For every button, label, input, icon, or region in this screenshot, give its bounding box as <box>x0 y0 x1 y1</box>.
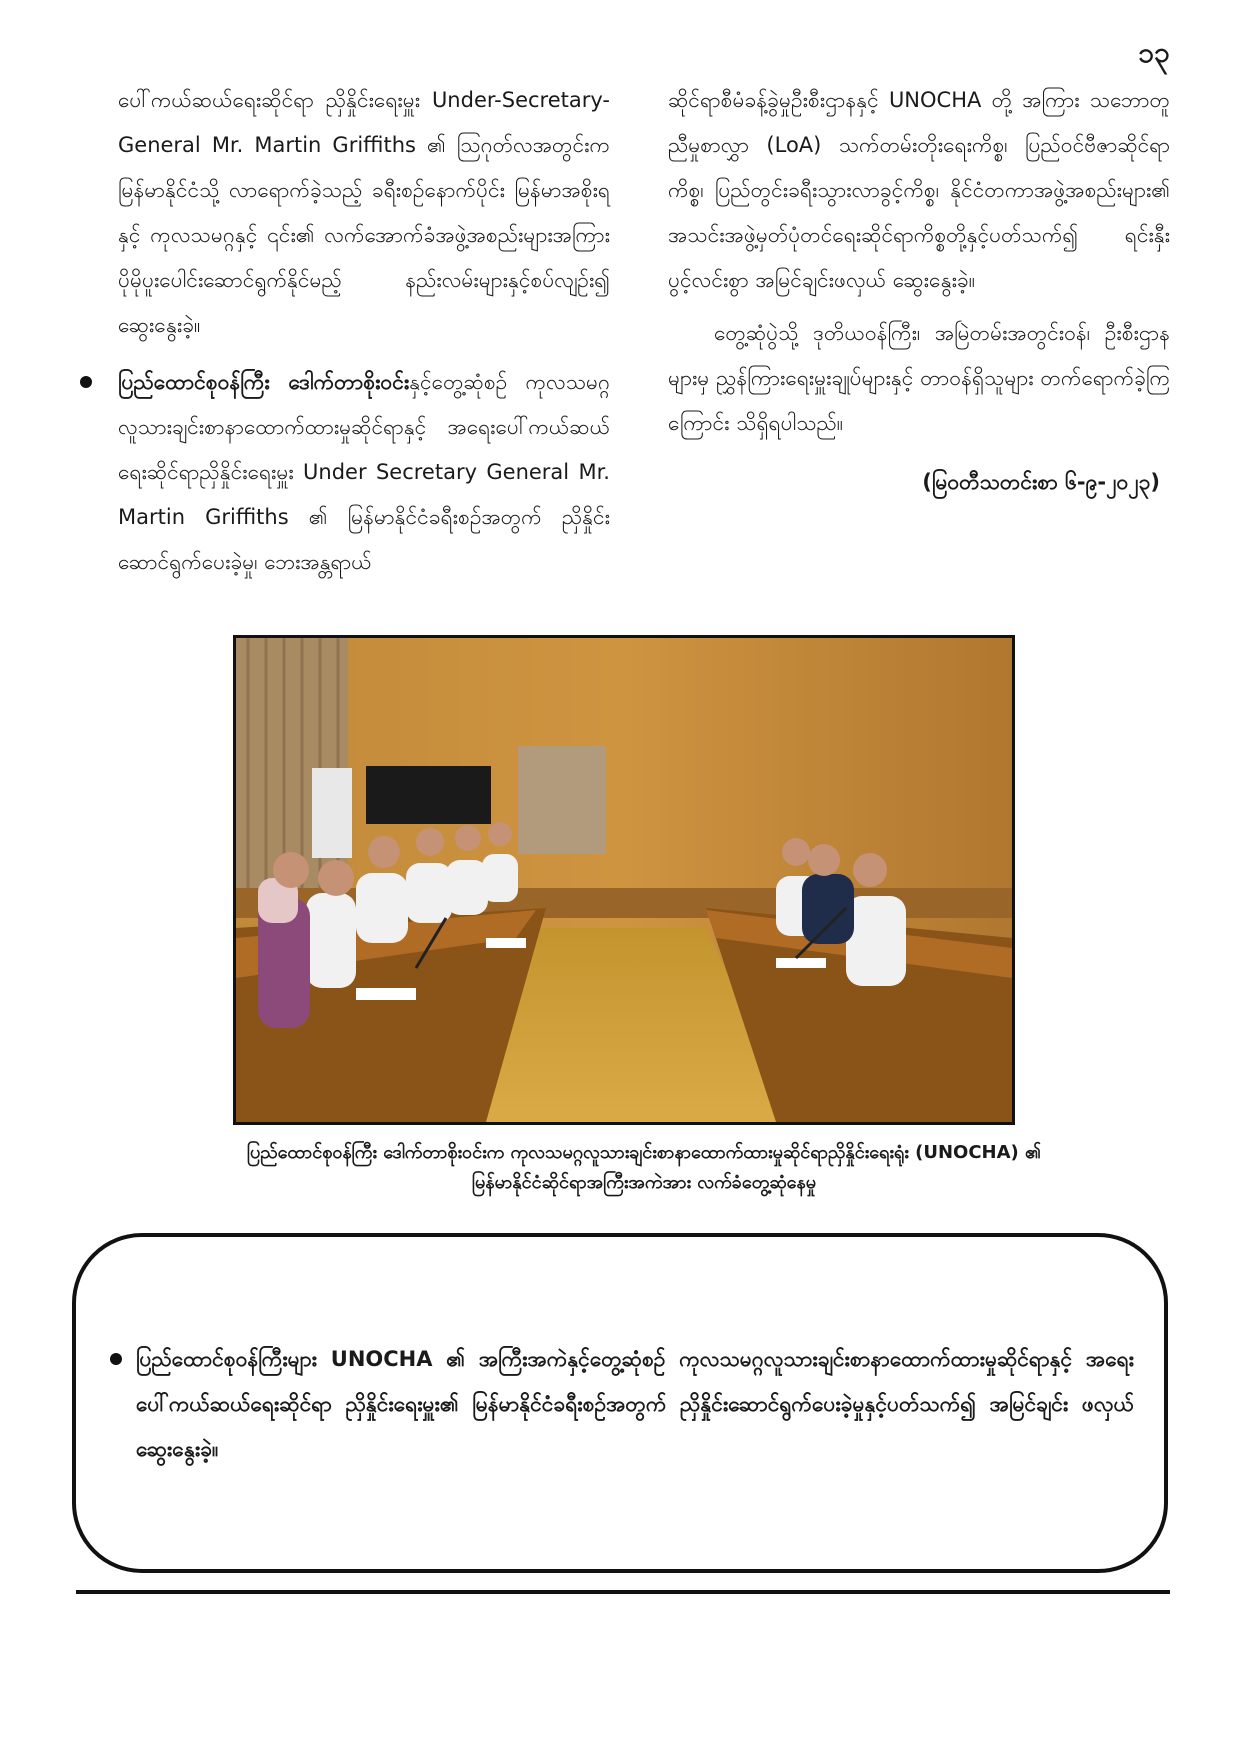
caption-line-2: မြန်မာနိုင်ငံဆိုင်ရာအကြီးအကဲအား လက်ခံတွေ့ဆုံနေမှု <box>471 1172 816 1193</box>
bullet-bold-text: ပြည်ထောင်စုဝန်ကြီး ဒေါက်တာစိုးဝင်း <box>118 370 410 394</box>
footer-rule <box>76 1590 1170 1594</box>
caption-line-1: ပြည်ထောင်စုဝန်ကြီး ဒေါက်တာစိုးဝင်းက ကုလသမဂ္ဂလူသားချင်းစာနာထောက်ထားမှုဆိုင်ရာညှိနှိုင်းရေးရုံး (UNOCHA) ၏ <box>246 1142 1042 1163</box>
photo-caption <box>118 1138 1170 1198</box>
bullet-rest-text: နှင့်တွေ့ဆုံစဉ် ကုလသမဂ္ဂလူသားချင်းစာနာထောက်ထားမှုဆိုင်ရာနှင့် အရေးပေါ်ကယ်ဆယ်ရေးဆိုင်ရာညှိနှိုင်းရေးမှူး Under Secretary General Mr. Martin Griffiths ၏ မြန်မာနိုင်ငံခရီးစဉ်အတွက် ညှိနှိုင်းဆောင်ရွက်ပေးခဲ့မှု၊ ဘေးအန္တရာယ် <box>118 370 610 574</box>
bullet-icon <box>80 376 92 388</box>
summary-box <box>72 1233 1168 1573</box>
left-bullet-text <box>118 360 610 585</box>
meeting-photo <box>233 635 1015 1125</box>
summary-text-block <box>136 1337 1134 1472</box>
right-paragraph-2: တွေ့ဆုံပွဲသို့ ဒုတိယဝန်ကြီး၊ အမြဲတမ်းအတွင်းဝန်၊ ဦးစီးဌာနများမှ ညွှန်ကြားရေးမှူးချုပ်များနှင့် တာဝန်ရှိသူများ တက်ရောက်ခဲ့ကြကြောင်း သိရှိရပါသည်။ <box>668 321 1170 435</box>
right-column <box>668 78 1170 505</box>
news-source: (မြဝတီသတင်းစာ ၆-၉-၂၀၂၃) <box>922 470 1160 494</box>
summary-bullet-icon <box>110 1353 122 1365</box>
right-paragraph-1: ဆိုင်ရာစီမံခန့်ခွဲမှုဦးစီးဌာနနှင့် UNOCHA တို့ အကြား သဘောတူညီမှုစာလွှာ (LoA) သက်တမ်းတိုးရေးကိစ္စ၊ ပြည်ဝင်ဗီဇာဆိုင်ရာကိစ္စ၊ ပြည်တွင်းခရီးသွားလာခွင့်ကိစ္စ၊ နိုင်ငံတကာအဖွဲ့အစည်းများ၏ အသင်းအဖွဲ့မှတ်ပုံတင်ရေးဆိုင်ရာကိစ္စတို့နှင့်ပတ်သက်၍ ရင်းနှီးပွင့်လင်းစွာ အမြင်ချင်းဖလှယ် ဆွေးနွေးခဲ့။ <box>668 88 1170 292</box>
meeting-photo-icon <box>236 638 1012 1122</box>
left-bullet <box>118 360 610 585</box>
left-column <box>118 78 610 585</box>
left-paragraph: ပေါ်ကယ်ဆယ်ရေးဆိုင်ရာ ညှိနှိုင်းရေးမှူး Under-Secretary-General Mr. Martin Griffiths ၏ ဩဂုတ်လအတွင်းက မြန်မာနိုင်ငံသို့ လာရောက်ခဲ့သည့် ခရီးစဉ်နောက်ပိုင်း မြန်မာအစိုးရနှင့် ကုလသမဂ္ဂနှင့် ၎င်း၏ လက်အောက်ခံအဖွဲ့အစည်းများအကြား ပိုမိုပူးပေါင်းဆောင်ရွက်နိုင်မည့် နည်းလမ်းများနှင့်စပ်လျဉ်း၍ ဆွေးနွေးခဲ့။ <box>118 88 610 337</box>
page-number: ၁၃ <box>1138 36 1170 69</box>
summary-text: ပြည်ထောင်စုဝန်ကြီးများ UNOCHA ၏ အကြီးအကဲနှင့်တွေ့ဆုံစဉ် ကုလသမဂ္ဂလူသားချင်းစာနာထောက်ထားမှုဆိုင်ရာနှင့် အရေးပေါ်ကယ်ဆယ်ရေးဆိုင်ရာ ညှိနှိုင်းရေးမှူး၏ မြန်မာနိုင်ငံခရီးစဉ်အတွက် ညှိနှိုင်းဆောင်ရွက်ပေးခဲ့မှုနှင့်ပတ်သက်၍ အမြင်ချင်း ဖလှယ်ဆွေးနွေးခဲ့။ <box>136 1347 1134 1461</box>
